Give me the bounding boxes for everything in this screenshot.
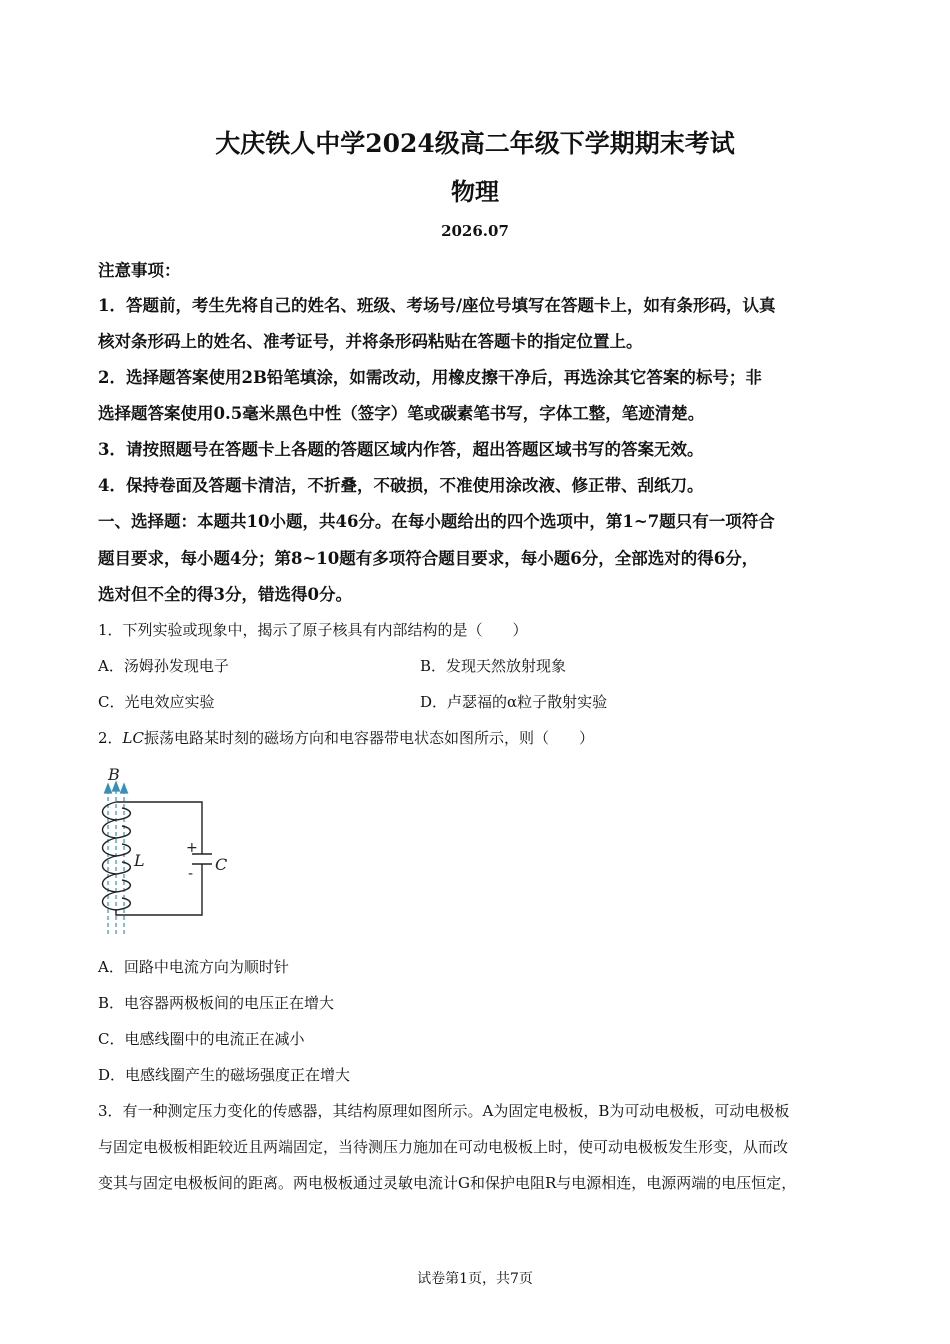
q2-option-d: D．电感线圈产生的磁场强度正在增大 xyxy=(98,1066,351,1084)
q2-option-b: B．电容器两极板间的电压正在增大 xyxy=(98,994,335,1012)
lc-circuit-figure xyxy=(92,762,252,946)
page-footer: 试卷第1页，共7页 xyxy=(417,1271,533,1287)
q1-option-a: A．汤姆孙发现电子 xyxy=(98,657,229,675)
notice-line: 2．选择题答案使用2B铅笔填涂，如需改动，用橡皮擦干净后，再选涂其它答案的标号；非 xyxy=(98,368,762,387)
section-instruction: 题目要求，每小题4分；第8~10题有多项符合题目要求，每小题6分，全部选对的得6分， xyxy=(98,549,759,568)
exam-date: 2026.07 xyxy=(441,222,509,240)
notice-heading: 注意事项： xyxy=(98,261,181,280)
section-instruction: 一、选择题：本题共10小题，共46分。在每小题给出的四个选项中，第1~7题只有一项符合 xyxy=(98,512,775,531)
exam-title: 大庆铁人中学2024级高二年级下学期期末考试 xyxy=(215,129,735,158)
b-label: B xyxy=(108,765,120,784)
lc-circuit-diagram xyxy=(92,762,252,942)
l-label: L xyxy=(134,851,145,870)
plus-sign: + xyxy=(186,840,198,856)
c-label: C xyxy=(215,855,228,874)
q1-option-d: D．卢瑟福的α粒子散射实验 xyxy=(420,693,608,711)
section-instruction: 选对但不全的得3分，错选得0分。 xyxy=(98,585,352,604)
q2-lc: LC xyxy=(122,729,144,747)
q2-number: 2． xyxy=(98,729,123,747)
q3-stem-line: 变其与固定电极板间的距离。两电极板通过灵敏电流计G和保护电阻R与电源相连，电源两端的电压恒定， xyxy=(98,1174,797,1192)
q2-option-a: A．回路中电流方向为顺时针 xyxy=(98,958,289,976)
q3-stem-line: 与固定电极板相距较近且两端固定，当待测压力施加在可动电极板上时，使可动电极板发生形变，从而改 xyxy=(98,1138,789,1156)
notice-line: 3．请按照题号在答题卡上各题的答题区域内作答，超出答题区域书写的答案无效。 xyxy=(98,440,704,459)
q2-option-c: C．电感线圈中的电流正在减小 xyxy=(98,1030,305,1048)
field-arrow-icon xyxy=(121,784,128,793)
notice-line: 选择题答案使用0.5毫米黑色中性（签字）笔或碳素笔书写，字体工整，笔迹清楚。 xyxy=(98,404,705,423)
q2-stem xyxy=(98,727,868,748)
minus-sign: - xyxy=(188,866,194,882)
q1-stem: 1．下列实验或现象中，揭示了原子核具有内部结构的是（ ） xyxy=(98,621,528,639)
q1-option-b: B．发现天然放射现象 xyxy=(420,657,567,675)
circuit-wires xyxy=(116,802,202,915)
q3-stem-line: 3．有一种测定压力变化的传感器，其结构原理如图所示。A为固定电极板，B为可动电极板，可动电极板 xyxy=(98,1102,790,1120)
q2-stem-text: 振荡电路某时刻的磁场方向和电容器带电状态如图所示，则（ ） xyxy=(144,729,595,747)
notice-line: 核对条形码上的姓名、准考证号，并将条形码粘贴在答题卡的指定位置上。 xyxy=(98,332,643,351)
notice-line: 4．保持卷面及答题卡清洁，不折叠，不破损，不准使用涂改液、修正带、刮纸刀。 xyxy=(98,476,704,495)
field-arrow-icon xyxy=(105,784,112,793)
q1-option-c: C．光电效应实验 xyxy=(98,693,215,711)
notice-line: 1．答题前，考生先将自己的姓名、班级、考场号/座位号填写在答题卡上，如有条形码，认真 xyxy=(98,296,776,315)
subject-title: 物理 xyxy=(451,177,499,206)
